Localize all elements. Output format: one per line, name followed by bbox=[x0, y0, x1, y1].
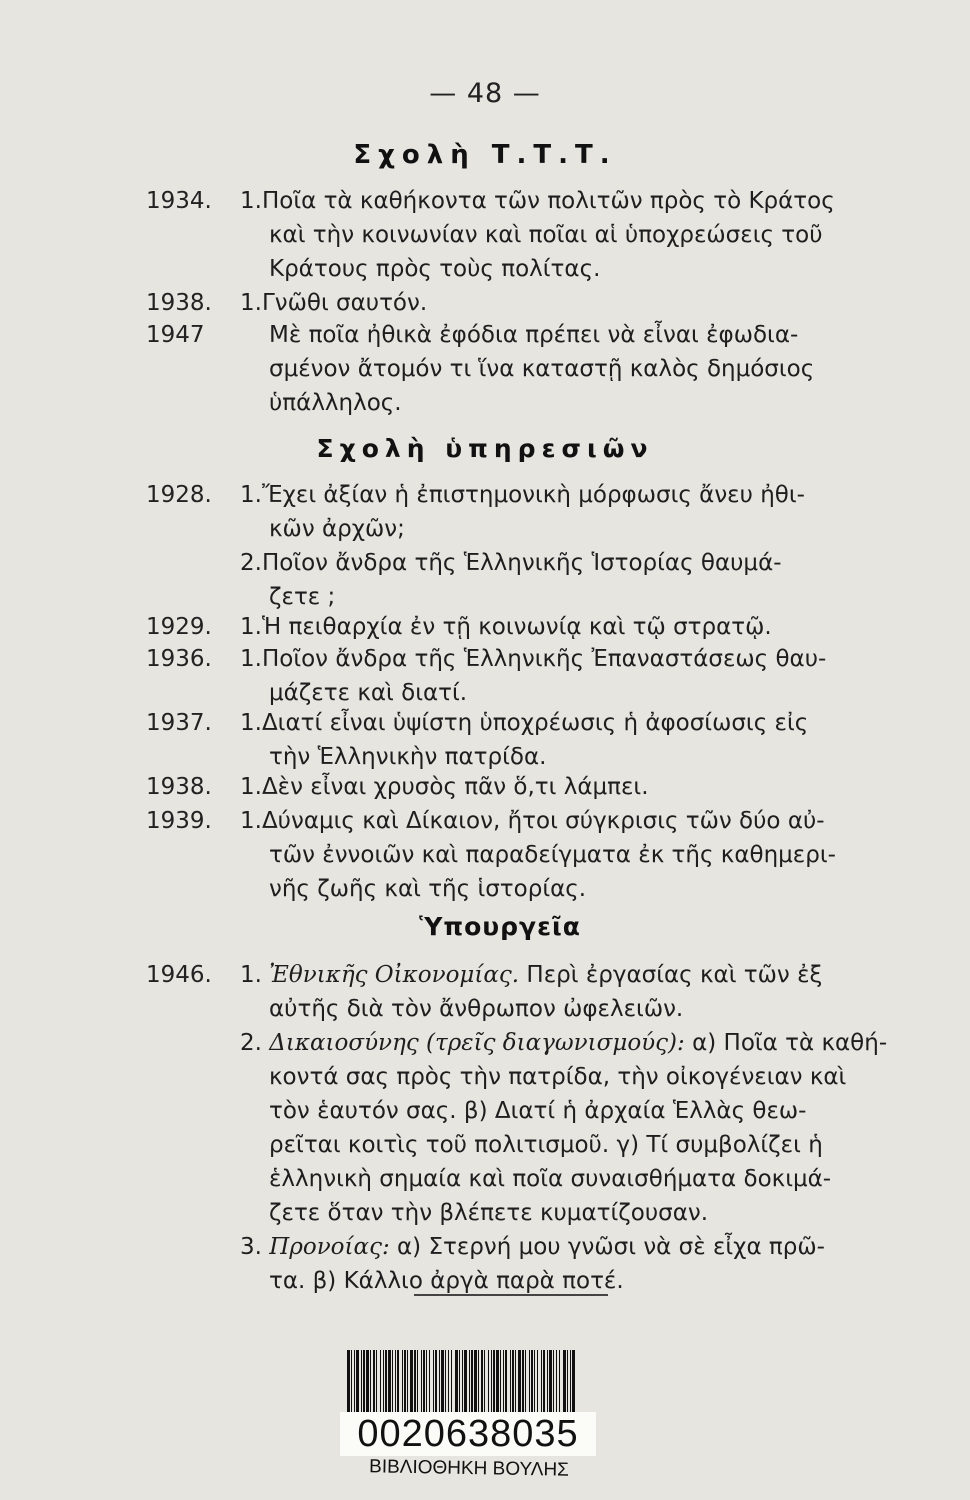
barcode-bar bbox=[547, 1350, 548, 1414]
entry-year: 1937. bbox=[146, 710, 212, 736]
barcode-bar bbox=[512, 1350, 514, 1414]
entry-year: 1928. bbox=[146, 482, 212, 508]
text-line: Δύναμις καὶ Δίκαιον, ἤτοι σύγκρισις τῶν δύο αὐ- bbox=[261, 808, 825, 834]
barcode-bar bbox=[543, 1350, 545, 1414]
item-number: 3. bbox=[240, 1234, 262, 1260]
barcode-bar bbox=[464, 1350, 467, 1414]
barcode-bar bbox=[522, 1350, 524, 1414]
barcode-bar bbox=[469, 1350, 470, 1414]
text-line: α) Ποῖα τὰ καθή- bbox=[684, 1030, 888, 1056]
barcode-bar bbox=[435, 1350, 437, 1414]
text-line: Μὲ ποῖα ἠθικὰ ἐφόδια πρέπει νὰ εἶναι ἐφωδια- bbox=[269, 322, 799, 348]
library-stamp bbox=[335, 1350, 585, 1414]
barcode-bar bbox=[445, 1350, 446, 1414]
text-line: Περὶ ἐργασίας καὶ τῶν ἐξ bbox=[519, 962, 823, 988]
entry-text bbox=[240, 958, 888, 1298]
barcode-bar bbox=[347, 1350, 350, 1414]
entry-year: 1947 bbox=[146, 322, 205, 348]
barcode-bar bbox=[510, 1350, 511, 1414]
barcode-bar bbox=[503, 1350, 504, 1414]
barcode-bar bbox=[488, 1350, 489, 1414]
barcode-bar bbox=[572, 1350, 575, 1414]
barcode-bar bbox=[529, 1350, 530, 1414]
barcode-bar bbox=[395, 1350, 396, 1414]
barcode-bar bbox=[376, 1350, 377, 1414]
barcode-bar bbox=[491, 1350, 492, 1414]
barcode-bar bbox=[549, 1350, 552, 1414]
section-title: Σχολὴ Τ.Τ.Τ. bbox=[353, 140, 617, 170]
barcode-bar bbox=[356, 1350, 359, 1414]
barcode-bar bbox=[553, 1350, 554, 1414]
barcode-bar bbox=[563, 1350, 566, 1414]
text-line: Ποῖον ἄνδρα τῆς Ἑλληνικῆς Ἐπαναστάσεως θαυ- bbox=[261, 646, 827, 672]
text-line: ὑπάλληλος. bbox=[269, 390, 402, 416]
entry-text bbox=[240, 770, 870, 804]
barcode-bar bbox=[414, 1350, 416, 1414]
barcode-bar bbox=[534, 1350, 535, 1414]
text-line: Κράτους πρὸς τοὺς πολίτας. bbox=[269, 256, 601, 282]
entry-text bbox=[240, 804, 870, 906]
barcode-bar bbox=[404, 1350, 406, 1414]
entry-text bbox=[240, 286, 870, 320]
text-line: τὴν Ἑλληνικὴν πατρίδα. bbox=[269, 744, 547, 770]
barcode-bar bbox=[567, 1350, 568, 1414]
text-line: Δὲν εἶναι χρυσὸς πᾶν ὅ,τι λάμπει. bbox=[261, 774, 649, 800]
text-line: Ποῖα τὰ καθήκοντα τῶν πολιτῶν πρὸς τὸ Κράτος bbox=[261, 188, 835, 214]
barcode-bar bbox=[421, 1350, 422, 1414]
barcode-bar bbox=[383, 1350, 384, 1414]
item-number: 1. bbox=[240, 710, 262, 736]
text-line: ἑλληνικὴ σημαία καὶ ποῖα συναισθήματα δοκιμά- bbox=[269, 1166, 832, 1192]
barcode-bar bbox=[462, 1350, 463, 1414]
entry-year: 1938. bbox=[146, 290, 212, 316]
text-line: Διατί εἶναι ὑψίστη ὑποχρέωσις ἡ ἀφοσίωσις εἰς bbox=[261, 710, 809, 736]
barcode-bar bbox=[455, 1350, 458, 1414]
item-number: 2. bbox=[240, 550, 262, 576]
barcode-bar bbox=[354, 1350, 355, 1414]
item-number: 1. bbox=[240, 808, 262, 834]
text-line: τῶν ἐννοιῶν καὶ παραδείγματα ἐκ τῆς καθημερι- bbox=[269, 842, 836, 868]
barcode-bar bbox=[366, 1350, 369, 1414]
barcode-bar bbox=[385, 1350, 387, 1414]
barcode-bar bbox=[481, 1350, 483, 1414]
barcode-bar bbox=[518, 1350, 521, 1414]
entry-year: 1936. bbox=[146, 646, 212, 672]
text-line: τὸν ἑαυτόν σας. β) Διατί ἡ ἀρχαία Ἑλλὰς θεω- bbox=[269, 1098, 807, 1124]
library-name: ΒΙΒΛΙΟΘΗΚΗ ΒΟΥΛΗΣ bbox=[368, 1456, 570, 1481]
barcode-bar bbox=[407, 1350, 408, 1414]
entry-text bbox=[240, 706, 870, 774]
ministry-name: Ἐθνικῆς Οἰκονομίας. bbox=[269, 962, 520, 988]
item-number: 1. bbox=[240, 646, 262, 672]
barcode-number: 0020638035 bbox=[340, 1412, 596, 1456]
barcode-bar bbox=[451, 1350, 452, 1414]
barcode-bar bbox=[448, 1350, 449, 1414]
barcode-bar bbox=[388, 1350, 391, 1414]
barcode-bar bbox=[410, 1350, 413, 1414]
barcode-bar bbox=[426, 1350, 427, 1414]
barcode-bar bbox=[515, 1350, 516, 1414]
text-line: Ἔχει ἀξίαν ἡ ἐπιστημονικὴ μόρφωσις ἄνευ ἠθι- bbox=[261, 482, 805, 508]
barcode-bar bbox=[493, 1350, 495, 1414]
text-line: σμένον ἄτομόν τι ἵνα καταστῇ καλὸς δημόσιος bbox=[269, 356, 815, 382]
item-number: 1. bbox=[240, 774, 262, 800]
section-title: Σχολὴ ὑπηρεσιῶν bbox=[316, 434, 654, 463]
barcode-bar bbox=[429, 1350, 430, 1414]
section-title: Ὑπουργεῖα bbox=[419, 912, 581, 941]
barcode-bar bbox=[433, 1350, 434, 1414]
entry-text bbox=[240, 184, 870, 286]
text-line: νῆς ζωῆς καὶ τῆς ἱστορίας. bbox=[269, 876, 587, 902]
barcode-bar bbox=[392, 1350, 393, 1414]
text-line: Γνῶθι σαυτόν. bbox=[261, 290, 428, 316]
barcode-bar bbox=[525, 1350, 526, 1414]
text-line: α) Στερνή μου γνῶσι νὰ σὲ εἶχα πρῶ- bbox=[389, 1234, 825, 1260]
entry-year: 1938. bbox=[146, 774, 212, 800]
entry-text bbox=[240, 642, 870, 710]
entry-year: 1934. bbox=[146, 188, 212, 214]
entry-year: 1939. bbox=[146, 808, 212, 834]
barcode-bar bbox=[459, 1350, 460, 1414]
barcode-bar bbox=[397, 1350, 399, 1414]
barcode-bar bbox=[531, 1350, 533, 1414]
barcode-bar bbox=[478, 1350, 479, 1414]
text-line: καὶ τὴν κοινωνίαν καὶ ποῖαι αἱ ὑποχρεώσεις τοῦ bbox=[269, 222, 823, 248]
barcode-bar bbox=[541, 1350, 542, 1414]
barcode-bar bbox=[417, 1350, 418, 1414]
text-line: αὐτῆς διὰ τὸν ἄνθρωπον ὠφελειῶν. bbox=[269, 996, 684, 1022]
ministry-name: Δικαιοσύνης (τρεῖς διαγωνισμούς): bbox=[269, 1030, 685, 1056]
barcode-bar bbox=[556, 1350, 557, 1414]
barcode-bar bbox=[439, 1350, 440, 1414]
barcode-bar bbox=[423, 1350, 425, 1414]
barcode-image bbox=[345, 1350, 580, 1414]
text-line: κοντά σας πρὸς τὴν πατρίδα, τὴν οἰκογένειαν καὶ bbox=[269, 1064, 847, 1090]
text-line: τα. β) Κάλλιο ἀργὰ παρὰ ποτέ. bbox=[269, 1268, 624, 1294]
barcode-bar bbox=[570, 1350, 571, 1414]
barcode-bar bbox=[500, 1350, 501, 1414]
barcode-bar bbox=[402, 1350, 403, 1414]
item-number: 1. bbox=[240, 482, 262, 508]
item-number: 2. bbox=[240, 1030, 262, 1056]
ministry-name: Προνοίας: bbox=[269, 1234, 390, 1260]
barcode-bar bbox=[351, 1350, 352, 1414]
barcode-bar bbox=[484, 1350, 485, 1414]
entry-year: 1946. bbox=[146, 962, 212, 988]
text-line: κῶν ἀρχῶν; bbox=[269, 516, 405, 542]
barcode-bar bbox=[380, 1350, 381, 1414]
barcode-bar bbox=[363, 1350, 365, 1414]
text-line: ρεῖται κοιτὶς τοῦ πολιτισμοῦ. γ) Τί συμβολίζει ἡ bbox=[269, 1132, 823, 1158]
item-number: 1. bbox=[240, 962, 262, 988]
entry-year: 1929. bbox=[146, 614, 212, 640]
barcode-bar bbox=[537, 1350, 538, 1414]
barcode-bar bbox=[474, 1350, 477, 1414]
barcode-bar bbox=[471, 1350, 473, 1414]
closing-rule bbox=[414, 1294, 608, 1296]
barcode-bar bbox=[373, 1350, 375, 1414]
barcode-bar bbox=[505, 1350, 507, 1414]
text-line: ζετε ; bbox=[269, 584, 336, 610]
barcode-bar bbox=[441, 1350, 444, 1414]
text-line: μάζετε καὶ διατί. bbox=[269, 680, 468, 706]
entry-text bbox=[240, 318, 870, 420]
text-line: Ποῖον ἄνδρα τῆς Ἑλληνικῆς Ἱστορίας θαυμά- bbox=[261, 550, 782, 576]
barcode-bar bbox=[496, 1350, 499, 1414]
item-number: 1. bbox=[240, 614, 262, 640]
item-number: 1. bbox=[240, 188, 262, 214]
entry-text bbox=[240, 610, 870, 644]
entry-text bbox=[240, 478, 870, 614]
barcode-bar bbox=[361, 1350, 362, 1414]
item-number: 1. bbox=[240, 290, 262, 316]
text-line: ζετε ὅταν τὴν βλέπετε κυματίζουσαν. bbox=[269, 1200, 709, 1226]
barcode-bar bbox=[370, 1350, 371, 1414]
page-number: — 48 — bbox=[429, 78, 541, 109]
barcode-bar bbox=[559, 1350, 560, 1414]
text-line: Ἡ πειθαρχία ἐν τῇ κοινωνίᾳ καὶ τῷ στρατῷ. bbox=[261, 614, 772, 640]
